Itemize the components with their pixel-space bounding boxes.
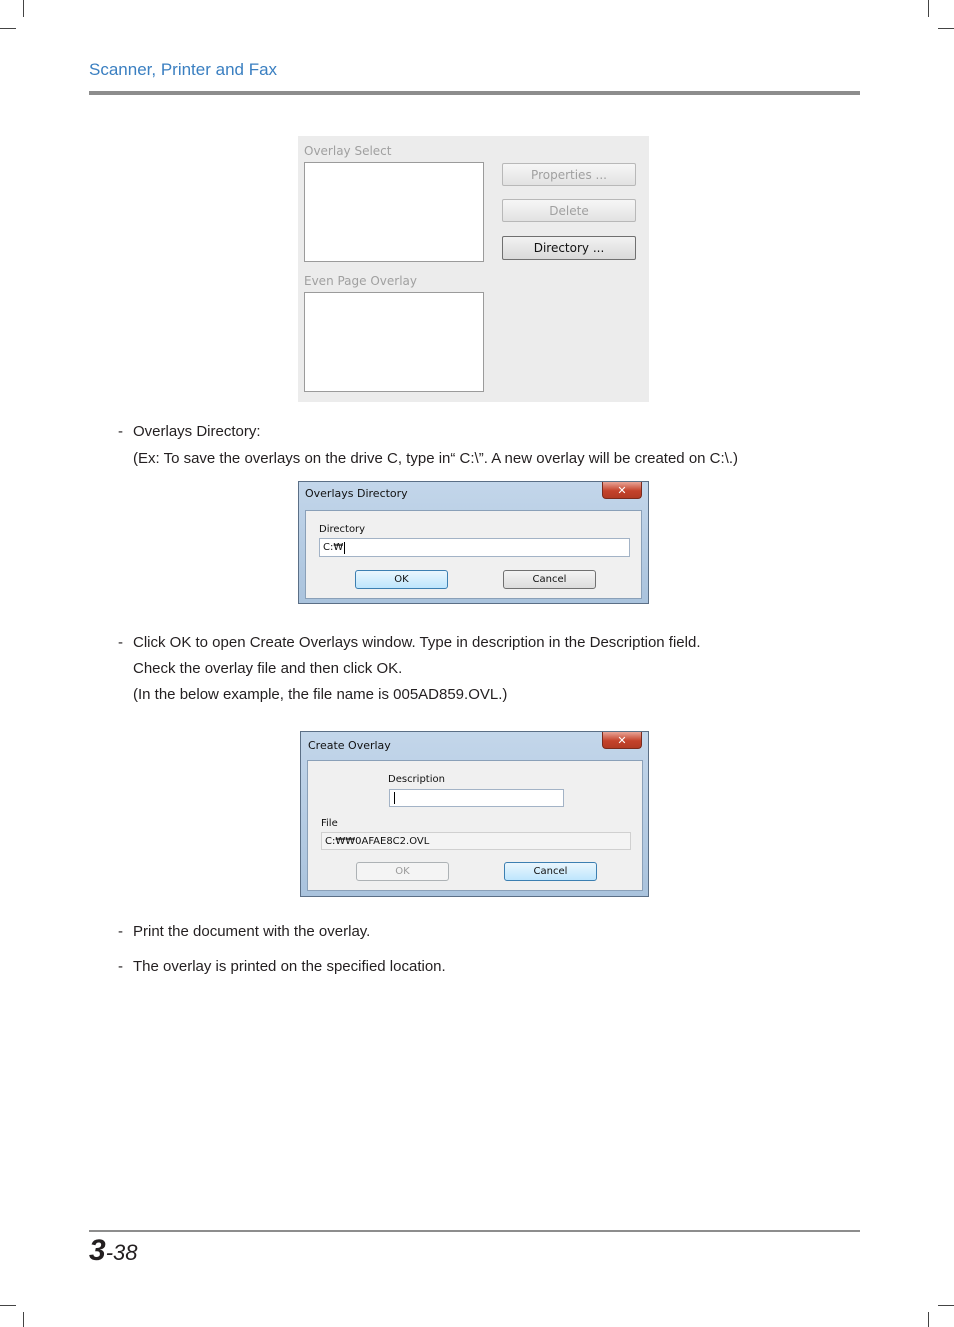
file-field: [321, 832, 631, 850]
bullet-dash: -: [118, 958, 123, 975]
overlay-select-label: Overlay Select: [304, 144, 392, 158]
close-icon[interactable]: ✕: [602, 482, 642, 499]
create-instruction-1: Click OK to open Create Overlays window. Type in description in the Description field.: [133, 634, 701, 651]
directory-input[interactable]: [319, 538, 630, 557]
dialog-title: Create Overlay: [308, 739, 391, 752]
directory-input-value: C:₩: [323, 542, 344, 553]
crop-mark: [0, 28, 16, 29]
chapter-number: 3: [89, 1234, 106, 1267]
footer-rule: [89, 1230, 860, 1232]
file-field-value: C:₩₩0AFAE8C2.OVL: [325, 835, 430, 847]
crop-mark: [938, 1305, 954, 1306]
even-page-overlay-label: Even Page Overlay: [304, 274, 418, 288]
ok-button[interactable]: OK: [356, 862, 449, 881]
overlay-panel: [298, 136, 649, 402]
overlays-directory-dialog: [298, 481, 649, 604]
printed-instruction: The overlay is printed on the specified location.: [133, 958, 446, 975]
text-caret: [394, 792, 395, 804]
section-header: Scanner, Printer and Fax: [89, 60, 278, 79]
ok-button[interactable]: OK: [355, 570, 448, 589]
cancel-button[interactable]: Cancel: [503, 570, 596, 589]
directory-example: (Ex: To save the overlays on the drive C, type in“ C:\”. A new overlay will be created on C:\.): [133, 450, 738, 467]
cancel-button[interactable]: Cancel: [504, 862, 597, 881]
crop-mark: [23, 1312, 24, 1327]
directory-heading: Overlays Directory:: [133, 423, 261, 440]
crop-mark: [938, 28, 954, 29]
properties-button[interactable]: Properties ...: [502, 163, 636, 186]
description-input[interactable]: [389, 789, 564, 807]
page-number-value: 38: [113, 1240, 138, 1265]
crop-mark: [928, 0, 929, 17]
text-caret: [344, 542, 345, 554]
page-separator: -: [105, 1240, 114, 1265]
close-icon[interactable]: ✕: [602, 732, 642, 749]
dialog-title: Overlays Directory: [305, 487, 408, 500]
overlay-select-list[interactable]: [304, 162, 484, 262]
crop-mark: [0, 1305, 16, 1306]
header-rule: [89, 91, 860, 95]
create-instruction-3: (In the below example, the file name is 005AD859.OVL.): [133, 686, 508, 703]
page-number: [89, 1234, 138, 1268]
create-overlay-dialog: [300, 731, 649, 897]
file-label: File: [321, 818, 338, 829]
delete-button[interactable]: Delete: [502, 199, 636, 222]
bullet-dash: -: [118, 634, 123, 651]
crop-mark: [23, 0, 24, 17]
description-label: Description: [388, 774, 445, 785]
create-instruction-2: Check the overlay file and then click OK.: [133, 660, 403, 677]
directory-button[interactable]: Directory ...: [502, 236, 636, 260]
dialog-client-area: [307, 760, 643, 891]
crop-mark: [928, 1312, 929, 1327]
even-page-overlay-list[interactable]: [304, 292, 484, 392]
dialog-client-area: [305, 510, 642, 599]
print-instruction: Print the document with the overlay.: [133, 923, 371, 940]
bullet-dash: -: [118, 423, 123, 440]
directory-label: Directory: [319, 524, 366, 535]
bullet-dash: -: [118, 923, 123, 940]
